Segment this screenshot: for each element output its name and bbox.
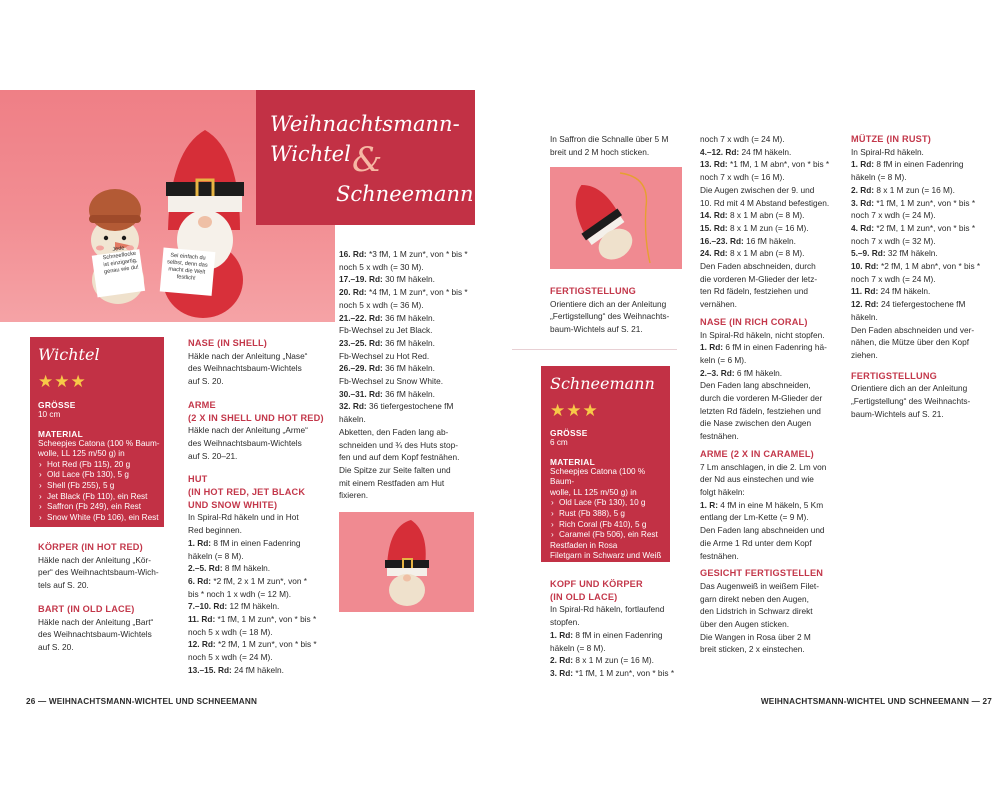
column-3 xyxy=(339,248,479,502)
instruction-line: folgt häkeln: xyxy=(700,486,745,497)
instruction-line: In Spiral-Rd häkeln. xyxy=(851,146,924,157)
round-label: 13.–15. Rd: xyxy=(188,664,232,675)
section-heading-koerper: KÖRPER (IN HOT RED) xyxy=(38,542,143,552)
round-label: 1. R: xyxy=(700,499,718,510)
text-line: des Weihnachtsbaum-Wichtels xyxy=(188,437,302,448)
round-label: 14. Rd: xyxy=(700,210,728,221)
title-ampersand: & xyxy=(352,140,383,180)
instruction-line: 2.–5. Rd: 8 fM häkeln. xyxy=(188,563,271,574)
hut-instructions xyxy=(188,511,330,676)
text-line: breit und 2 M hoch sticken. xyxy=(550,146,650,157)
text-line: Orientiere dich an der Anleitung xyxy=(851,383,968,394)
instruction-line: Red beginnen. xyxy=(188,525,242,536)
instruction-line: fen und auf dem Kopf festnähen. xyxy=(339,452,460,463)
instruction-line: 14. Rd: 8 x 1 M abn (= 8 M). xyxy=(700,210,805,221)
instruction-line: die vorderen M-Glieder der letz- xyxy=(700,273,818,284)
round-label: 1. Rd: xyxy=(700,342,724,353)
instruction-line: festnähen. xyxy=(700,550,739,561)
instruction-line: In Spiral-Rd häkeln, nicht stopfen. xyxy=(700,329,825,340)
instruction-line: noch 7 x wdh (= 24 M). xyxy=(851,273,936,284)
instruction-line: noch 5 x wdh (= 24 M). xyxy=(188,652,273,663)
round-label: 26.–29. Rd: xyxy=(339,363,383,374)
schneemann-material-item: › Rust (Fb 388), 5 g xyxy=(550,509,670,520)
instruction-line: bis * noch 1 x wdh (= 12 M). xyxy=(188,588,292,599)
footer-left: 26 — WEIHNACHTSMANN-WICHTEL UND SCHNEEMANN xyxy=(26,697,258,706)
instruction-line: noch 7 x wdh (= 32 M). xyxy=(851,235,936,246)
section-heading-hut-sub: (IN HOT RED, JET BLACK xyxy=(188,487,306,498)
wichtel-size-value: 10 cm xyxy=(38,410,61,419)
gnome-card-text: Sei einfach du selbst, denn das macht die Welt festlich! xyxy=(166,252,208,282)
instruction-line: die Nase zwischen den Augen xyxy=(700,418,812,429)
round-label: 11. Rd: xyxy=(851,286,879,297)
round-label: 1. Rd: xyxy=(851,159,875,170)
wichtel-material-line: Scheepjes Catona (100 % Baum- xyxy=(38,438,160,448)
schneemann-difficulty xyxy=(550,402,599,419)
column-4-top xyxy=(550,133,690,158)
section-heading-arme-caramel: ARME (2 X IN CARAMEL) xyxy=(700,448,814,459)
wichtel-material-line: wolle, LL 125 m/50 g) in xyxy=(38,449,125,459)
instruction-line: In Spiral-Rd häkeln und in Hot xyxy=(188,512,299,523)
round-label: 6. Rd: xyxy=(188,575,212,586)
schneemann-material-item: › Rich Coral (Fb 410), 5 g xyxy=(550,520,670,531)
round-label: 2.–3. Rd: xyxy=(700,367,735,378)
instruction-line: festnähen. xyxy=(700,431,739,442)
title-line-1: Weihnachtsmann- xyxy=(270,112,460,136)
text-line: den Lidstrich in Schwarz direkt xyxy=(700,606,813,617)
text-line: auf S. 20–21. xyxy=(188,450,238,461)
wichtel-material-label: MATERIAL xyxy=(38,428,84,439)
instruction-line: nähen, die Mütze über den Kopf xyxy=(851,337,970,348)
wichtel-material-item: › Old Lace (Fb 130), 5 g xyxy=(38,470,162,481)
wichtel-material-item: › Hot Red (Fb 115), 20 g xyxy=(38,460,162,471)
schneemann-box-title: Schneemann xyxy=(550,374,655,393)
instruction-line: 15. Rd: 8 x 1 M zun (= 16 M). xyxy=(700,222,809,233)
text-line: Das Augenweiß in weißem Filet- xyxy=(700,580,819,591)
instruction-line: häkeln (= 8 M). xyxy=(550,642,606,653)
instruction-line: 10. Rd: *2 fM, 1 M abn*, von * bis * xyxy=(851,261,981,272)
schneemann-material-item: › Caramel (Fb 506), ein Rest xyxy=(550,530,670,541)
schneemann-size-label: GRÖSSE xyxy=(550,428,588,438)
wichtel-material-item: › Shell (Fb 255), 5 g xyxy=(38,481,162,492)
instruction-line: fixieren. xyxy=(339,490,369,501)
instruction-line: 2. Rd: 8 x 1 M zun (= 16 M). xyxy=(851,184,955,195)
round-label: 30.–31. Rd: xyxy=(339,388,383,399)
section-heading-hut-sub: UND SNOW WHITE) xyxy=(188,499,278,510)
instruction-line: 21.–22. Rd: 36 fM häkeln. xyxy=(339,312,435,323)
instruction-line: 2.–3. Rd: 6 fM häkeln. xyxy=(700,367,783,378)
round-label: 10. Rd: xyxy=(851,261,879,272)
section-heading-bart: BART (IN OLD LACE) xyxy=(38,603,135,614)
schneemann-material-line: wolle, LL 125 m/50 g) in xyxy=(550,487,637,497)
round-label: 24. Rd: xyxy=(700,248,728,259)
column-1 xyxy=(38,541,178,654)
instruction-line: 13. Rd: *1 fM, 1 M abn*, von * bis * xyxy=(700,159,830,170)
section-heading-fertigstellung: FERTIGSTELLUNG xyxy=(550,286,636,296)
instruction-line: häkeln. xyxy=(851,311,878,322)
round-label: 12. Rd: xyxy=(188,639,216,650)
instruction-line: 3. Rd: *1 fM, 1 M zun*, von * bis * xyxy=(851,197,976,208)
text-line: Orientiere dich an der Anleitung xyxy=(550,298,667,309)
section-heading-nase: NASE (IN SHELL) xyxy=(188,338,268,348)
instruction-line: 32. Rd: 36 tiefergestochene fM xyxy=(339,401,454,412)
instruction-line: Die Spitze zur Seite falten und xyxy=(339,464,451,475)
wichtel-info-box xyxy=(30,337,164,527)
instruction-line: durch die vorderen M-Glieder der xyxy=(700,393,823,404)
text-line: Häkle nach der Anleitung „Bart“ xyxy=(38,616,154,627)
instruction-line: noch 7 x wdh (= 24 M). xyxy=(700,134,785,144)
instruction-line: 7 Lm anschlagen, in die 2. Lm von xyxy=(700,461,827,472)
schneemann-material-line: Scheepjes Catona (100 % Baum- xyxy=(550,466,646,487)
round-label: 13. Rd: xyxy=(700,159,728,170)
nase-instructions xyxy=(700,329,842,443)
instruction-line: keln (= 6 M). xyxy=(700,354,747,365)
instruction-line: häkeln (= 8 M). xyxy=(851,172,907,183)
instruction-line: In Spiral-Rd häkeln, fortlaufend xyxy=(550,604,665,615)
round-label: 1. Rd: xyxy=(188,537,212,548)
instruction-line: entlang der Lm-Kette (= 9 M). xyxy=(700,512,809,523)
schneemann-size-value: 6 cm xyxy=(550,438,568,447)
instruction-line: Den Faden abschneiden, durch xyxy=(700,261,816,272)
round-label: 12. Rd: xyxy=(851,299,879,310)
hut-continued-instructions xyxy=(339,248,479,502)
text-line: breit sticken, 2 x einstechen. xyxy=(700,644,805,655)
section-heading-kopf-sub: (IN OLD LACE) xyxy=(550,591,618,602)
instruction-line: noch 5 x wdh (= 36 M). xyxy=(339,299,424,310)
instruction-line: 1. R: 4 fM in eine M häkeln, 5 Km xyxy=(700,499,824,510)
round-label: 17.–19. Rd: xyxy=(339,274,383,285)
arme-instructions xyxy=(700,461,842,563)
text-line: Häkle nach der Anleitung „Kör- xyxy=(38,554,151,565)
wichtel-difficulty xyxy=(38,373,87,390)
instruction-line: 17.–19. Rd: 30 fM häkeln. xyxy=(339,274,435,285)
star-icon: ★ xyxy=(582,401,599,420)
round-label: 2. Rd: xyxy=(550,655,574,666)
gnome-hanging-illustration xyxy=(550,167,682,269)
instruction-line: 7.–10. Rd: 12 fM häkeln. xyxy=(188,601,280,612)
instruction-line: Den Faden abschneiden und ver- xyxy=(851,324,975,335)
column-2 xyxy=(188,337,330,677)
schneemann-info-box xyxy=(541,366,670,571)
muetze-instructions xyxy=(851,146,996,362)
star-icon: ★ xyxy=(54,372,71,391)
instruction-line: letzten Rd fädeln, festziehen und xyxy=(700,405,821,416)
instruction-line: häkeln. xyxy=(339,414,366,425)
text-line: baum-Wichtels auf S. 21. xyxy=(550,324,643,335)
round-label: 7.–10. Rd: xyxy=(188,601,228,612)
instruction-line: 4.–12. Rd: 24 fM häkeln. xyxy=(700,146,792,157)
instruction-line: noch 7 x wdh (= 24 M). xyxy=(851,210,936,221)
schneemann-extra-line: Filetgarn in Schwarz und Weiß xyxy=(550,551,662,561)
instruction-line: 4. Rd: *2 fM, 1 M zun*, von * bis * xyxy=(851,222,976,233)
column-6 xyxy=(851,133,996,420)
text-line: des Weihnachtsbaum-Wichtels xyxy=(38,629,152,640)
star-icon: ★ xyxy=(550,401,567,420)
instruction-line: Den Faden lang abschneiden, xyxy=(700,380,811,391)
title-line-2: Wichtel xyxy=(270,142,351,166)
section-heading-nase-coral: NASE (IN RICH CORAL) xyxy=(700,316,808,327)
instruction-line: Fb-Wechsel zu Snow White. xyxy=(339,376,444,387)
text-line: über den Augen sticken. xyxy=(700,619,790,630)
wichtel-box-title: Wichtel xyxy=(38,345,100,364)
instruction-line: stopfen. xyxy=(550,617,580,628)
instruction-line: 1. Rd: 8 fM in einen Fadenring xyxy=(550,629,663,640)
snowman-card-text: Jede Schneeflocke ist einzigartig, genau wie du! xyxy=(102,245,140,276)
instruction-line: Abketten, den Faden lang ab- xyxy=(339,426,449,437)
instruction-line: 16.–23. Rd: 16 fM häkeln. xyxy=(700,235,796,246)
text-line: auf S. 20. xyxy=(188,376,224,387)
schneemann-material-item: › Old Lace (Fb 130), 10 g xyxy=(550,498,670,509)
round-label: 5.–9. Rd: xyxy=(851,248,886,259)
round-label: 4.–12. Rd: xyxy=(700,146,740,157)
instruction-line: ten Rd fädeln, festziehen und xyxy=(700,286,808,297)
text-line: auf S. 20. xyxy=(38,641,74,652)
text-line: Häkle nach der Anleitung „Nase“ xyxy=(188,350,308,361)
instruction-line: 1. Rd: 8 fM in einen Fadenring xyxy=(188,537,301,548)
star-icon: ★ xyxy=(70,372,87,391)
instruction-line: 11. Rd: *1 fM, 1 M zun*, von * bis * xyxy=(188,614,317,625)
instruction-line: 13.–15. Rd: 24 fM häkeln. xyxy=(188,664,284,675)
text-line: tels auf S. 20. xyxy=(38,580,89,591)
round-label: 4. Rd: xyxy=(851,222,875,233)
section-heading-kopf: KOPF UND KÖRPER xyxy=(550,579,643,589)
round-label: 2.–5. Rd: xyxy=(188,563,223,574)
instruction-line: die Arme 1 Rd unter dem Kopf xyxy=(700,537,812,548)
instruction-line: schneiden und ¾ des Huts stop- xyxy=(339,439,458,450)
instruction-line: 3. Rd: *1 fM, 1 M zun*, von * bis * xyxy=(550,667,675,678)
schneemann-material-label: MATERIAL xyxy=(550,456,596,467)
round-label: 3. Rd: xyxy=(851,197,875,208)
instruction-line: noch 5 x wdh (= 18 M). xyxy=(188,626,273,637)
instruction-line: Die Augen zwischen der 9. und xyxy=(700,184,815,195)
round-label: 11. Rd: xyxy=(188,614,216,625)
instruction-line: häkeln (= 8 M). xyxy=(188,550,244,561)
section-heading-fertigstellung-2: FERTIGSTELLUNG xyxy=(851,370,937,381)
title-line-3: Schneemann xyxy=(336,182,474,206)
instruction-line: noch 7 x wdh (= 16 M). xyxy=(700,172,785,183)
star-icon: ★ xyxy=(38,372,55,391)
instruction-line: 10. Rd mit 4 M Abstand befestigen. xyxy=(700,197,830,208)
instruction-line: Fb-Wechsel zu Hot Red. xyxy=(339,350,430,361)
schneemann-extra-line: Sicherheitsaugen ø 6 mm xyxy=(550,561,644,571)
kopf-continued-instructions xyxy=(700,133,842,311)
text-line: „Fertigstellung“ des Weihnachts- xyxy=(550,311,670,322)
text-line: In Saffron die Schnalle über 5 M xyxy=(550,134,669,144)
round-label: 2. Rd: xyxy=(851,184,875,195)
instruction-line: Fb-Wechsel zu Jet Black. xyxy=(339,325,433,336)
text-line: garn direkt neben den Augen, xyxy=(700,593,809,604)
text-line: „Fertigstellung“ des Weihnachts- xyxy=(851,396,971,407)
text-line: des Weihnachtsbaum-Wichtels xyxy=(188,363,302,374)
instruction-line: 23.–25. Rd: 36 fM häkeln. xyxy=(339,337,435,348)
instruction-line: 24. Rd: 8 x 1 M abn (= 8 M). xyxy=(700,248,805,259)
wichtel-size-label: GRÖSSE xyxy=(38,400,76,410)
text-line: Die Wangen in Rosa über 2 M xyxy=(700,631,811,642)
instruction-line: vernähen. xyxy=(700,299,737,310)
section-heading-arme: ARME xyxy=(188,399,216,410)
section-heading-muetze: MÜTZE (IN RUST) xyxy=(851,134,932,144)
column-4-kopf xyxy=(550,578,690,680)
instruction-line: 12. Rd: *2 fM, 1 M zun*, von * bis * xyxy=(188,639,317,650)
kopf-instructions xyxy=(550,603,690,679)
round-label: 21.–22. Rd: xyxy=(339,312,383,323)
wichtel-material-item: › Saffron (Fb 249), ein Rest xyxy=(38,502,162,513)
instruction-line: 30.–31. Rd: 36 fM häkeln. xyxy=(339,388,435,399)
wichtel-material-item: › Jet Black (Fb 110), ein Rest xyxy=(38,492,162,503)
instruction-line: 26.–29. Rd: 36 fM häkeln. xyxy=(339,363,435,374)
round-label: 1. Rd: xyxy=(550,629,574,640)
section-heading-hut: HUT xyxy=(188,474,208,485)
instruction-line: der Nd aus einstechen und wie xyxy=(700,474,814,485)
round-label: 16.–23. Rd: xyxy=(700,235,744,246)
instruction-line: 11. Rd: 24 fM häkeln. xyxy=(851,286,931,297)
instruction-line: 6. Rd: *2 fM, 2 x 1 M zun*, von * xyxy=(188,575,307,586)
wichtel-material-item: › Snow White (Fb 106), ein Rest xyxy=(38,513,162,524)
round-label: 3. Rd: xyxy=(550,667,574,678)
photo-gnome-hanging xyxy=(550,167,682,269)
column-divider xyxy=(512,349,677,350)
instruction-line: Den Faden lang abschneiden und xyxy=(700,525,825,536)
photo-gnome-small xyxy=(339,512,474,612)
gnome-ornament-illustration xyxy=(339,512,474,612)
instruction-line: noch 5 x wdh (= 30 M). xyxy=(339,261,424,272)
instruction-line: 16. Rd: *3 fM, 1 M zun*, von * bis * xyxy=(339,249,468,259)
instruction-line: 5.–9. Rd: 32 fM häkeln. xyxy=(851,248,938,259)
column-5 xyxy=(700,133,842,656)
star-icon: ★ xyxy=(566,401,583,420)
instruction-line: 2. Rd: 8 x 1 M zun (= 16 M). xyxy=(550,655,654,666)
title-box xyxy=(256,90,475,225)
column-4-fertig xyxy=(550,285,690,336)
round-label: 20. Rd: xyxy=(339,287,367,298)
schneemann-extra-line: Restfaden in Rosa xyxy=(550,540,618,550)
section-heading-gesicht: GESICHT FERTIGSTELLEN xyxy=(700,568,824,579)
round-label: 32. Rd: xyxy=(339,401,367,412)
text-line: per“ des Weihnachtsbaum-Wich- xyxy=(38,567,159,578)
instruction-line: mit einem Restfaden am Hut xyxy=(339,477,445,488)
round-label: 23.–25. Rd: xyxy=(339,337,383,348)
instruction-line: 20. Rd: *4 fM, 1 M zun*, von * bis * xyxy=(339,287,468,298)
instruction-line: 1. Rd: 8 fM in einen Fadenring xyxy=(851,159,964,170)
instruction-line: 12. Rd: 24 tiefergestochene fM xyxy=(851,299,966,310)
round-label: 16. Rd: xyxy=(339,249,367,259)
text-line: baum-Wichtels auf S. 21. xyxy=(851,408,944,419)
round-label: 15. Rd: xyxy=(700,222,728,233)
section-heading-arme-sub: (2 X IN SHELL UND HOT RED) xyxy=(188,412,324,423)
footer-right: WEIHNACHTSMANN-WICHTEL UND SCHNEEMANN — 27 xyxy=(760,697,992,706)
instruction-line: ziehen. xyxy=(851,349,878,360)
instruction-line: 1. Rd: 6 fM in einen Fadenring hä- xyxy=(700,342,827,353)
text-line: Häkle nach der Anleitung „Arme“ xyxy=(188,425,308,436)
